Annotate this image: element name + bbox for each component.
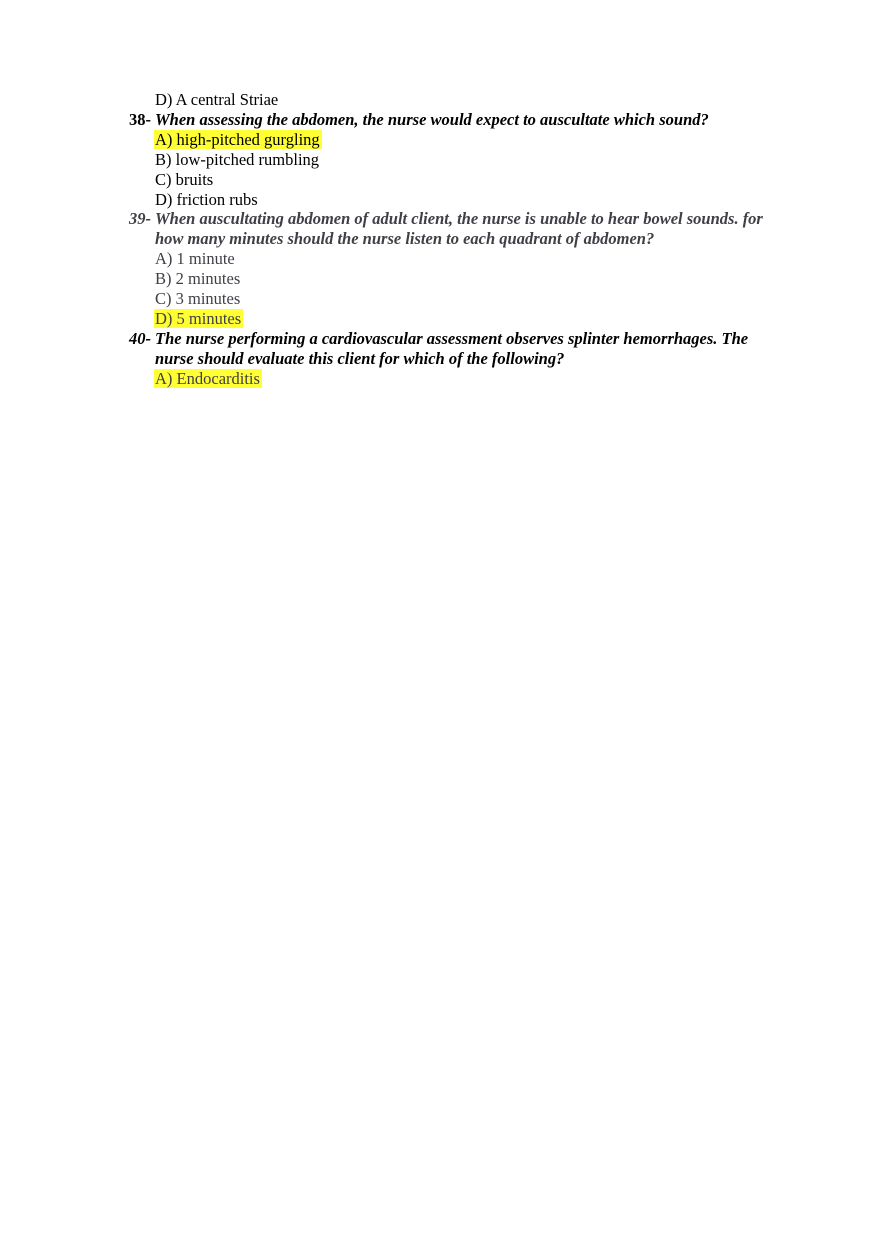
- question-38: [129, 110, 709, 130]
- q39-option-d: [155, 309, 243, 329]
- question-40-text-line2: nurse should evaluate this client for which of the following?: [155, 349, 565, 368]
- q38-option-a-highlighted: A) high-pitched gurgling: [155, 130, 320, 149]
- prev-option-d: D) A central Striae: [155, 90, 279, 109]
- q40-option-a: [155, 369, 262, 389]
- q38-option-d: D) friction rubs: [155, 190, 258, 209]
- q40-option-a-highlighted: A) Endocarditis: [155, 369, 260, 388]
- question-38-text: When assessing the abdomen, the nurse would expect to auscultate which sound?: [155, 110, 709, 129]
- question-40-text-line1: The nurse performing a cardiovascular assessment observes splinter hemorrhages. The: [155, 329, 749, 348]
- question-39-number: 39-: [129, 209, 151, 228]
- q39-option-d-highlighted: D) 5 minutes: [155, 309, 242, 328]
- q39-option-a: A) 1 minute: [155, 249, 235, 268]
- question-40-number: 40-: [129, 329, 151, 348]
- question-39-text-line2: how many minutes should the nurse listen to each quadrant of abdomen?: [155, 229, 655, 248]
- q38-option-c: C) bruits: [155, 170, 214, 189]
- question-39: [129, 209, 763, 229]
- q38-option-b: B) low-pitched rumbling: [155, 150, 320, 169]
- q38-option-a: [155, 130, 322, 150]
- q39-option-b: B) 2 minutes: [155, 269, 241, 288]
- question-39-text-line1: When auscultating abdomen of adult client, the nurse is unable to hear bowel sounds. for: [155, 209, 763, 228]
- question-40: [129, 329, 748, 349]
- question-38-number: 38-: [129, 110, 151, 129]
- q39-option-c: C) 3 minutes: [155, 289, 241, 308]
